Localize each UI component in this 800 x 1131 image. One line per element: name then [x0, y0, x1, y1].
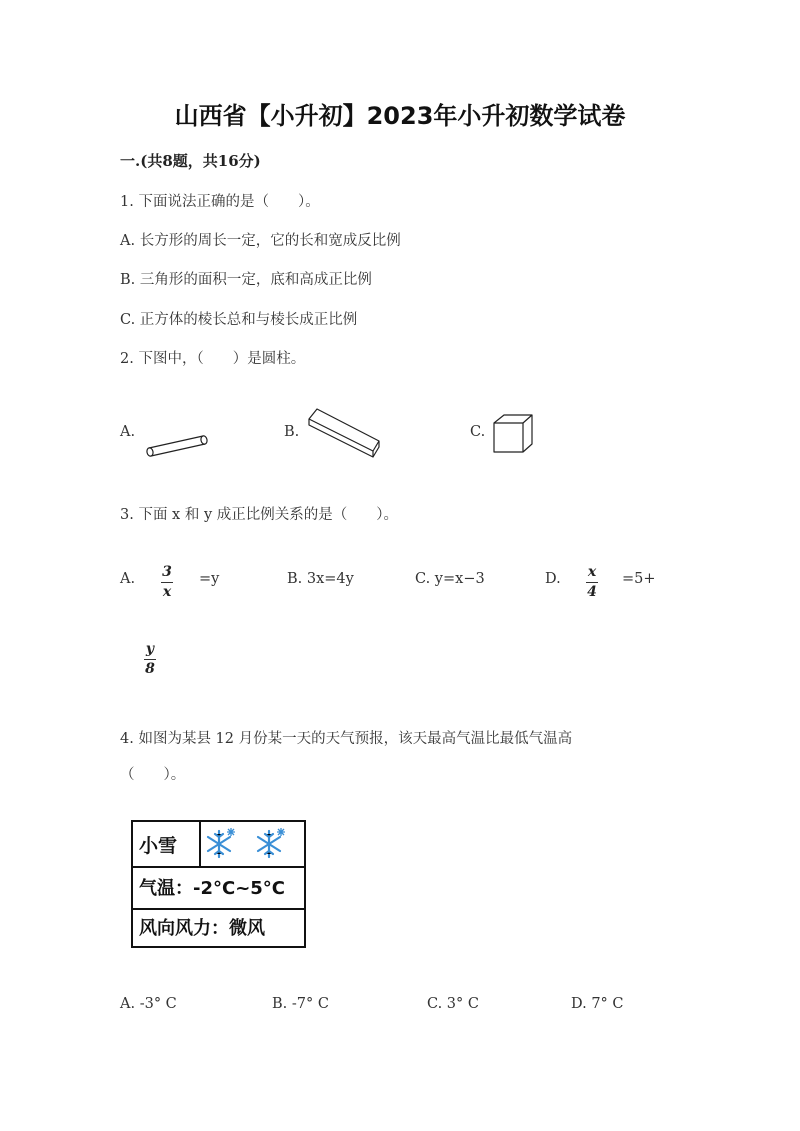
q3-d2-denominator: 8 — [145, 661, 155, 677]
q4-option-d: D. 7° C — [571, 996, 624, 1012]
q3-d-numerator: x — [587, 564, 597, 580]
weather-wind: 风向风力：微风 — [139, 918, 265, 939]
page-title: 山西省【小升初】2023年小升初数学试卷 — [174, 102, 626, 130]
q3-option-a-tail: =y — [199, 571, 220, 587]
weather-temperature: 气温：-2°C~5°C — [139, 878, 286, 899]
q3-option-d-tail: =5+ — [622, 571, 656, 587]
weather-icons — [201, 822, 304, 866]
q4-stem: 4. 如图为某县 12 月份某一天的天气预报，该天最高气温比最低气温高 — [120, 731, 573, 747]
q1-option-b: B. 三角形的面积一定，底和高成正比例 — [120, 272, 372, 288]
q1-option-a: A. 长方形的周长一定，它的长和宽成反比例 — [120, 233, 401, 249]
snowflake-icon — [255, 827, 289, 861]
q2-label-a: A. — [120, 424, 136, 440]
q3-option-d-fraction-2 — [144, 641, 156, 678]
q3-option-a-label: A. — [120, 571, 136, 587]
q2-label-b: B. — [284, 424, 300, 440]
q4-option-c: C. 3° C — [427, 996, 479, 1012]
q4-stem-continued: （ ）。 — [120, 767, 186, 783]
q3-a-denominator: x — [162, 584, 172, 600]
q4-option-b: B. -7° C — [272, 996, 329, 1012]
q2-stem: 2. 下图中，（ ）是圆柱。 — [120, 351, 306, 367]
q3-option-c: C. y=x−3 — [415, 571, 485, 587]
q3-stem: 3. 下面 x 和 y 成正比例关系的是（ ）。 — [120, 507, 398, 523]
q3-d-denominator: 4 — [587, 584, 597, 600]
q3-option-d-label: D. — [545, 571, 561, 587]
q3-a-numerator: 3 — [162, 564, 172, 580]
cylinder-icon — [143, 428, 213, 458]
q2-label-c: C. — [470, 424, 486, 440]
q3-d2-numerator: y — [145, 641, 155, 657]
section-header: 一.(共8题，共16分) — [120, 152, 261, 170]
q3-option-d-fraction — [586, 564, 598, 601]
weather-forecast-card — [131, 820, 306, 948]
weather-type: 小雪 — [133, 822, 201, 866]
q1-option-c: C. 正方体的棱长总和与棱长成正比例 — [120, 312, 358, 328]
cube-icon — [492, 413, 534, 455]
q3-option-b: B. 3x=4y — [287, 571, 354, 587]
q3-option-a-fraction — [161, 564, 173, 601]
snowflake-icon — [205, 827, 239, 861]
q4-option-a: A. -3° C — [120, 996, 177, 1012]
prism-icon — [303, 405, 383, 460]
q1-stem: 1. 下面说法正确的是（ ）。 — [120, 194, 320, 210]
